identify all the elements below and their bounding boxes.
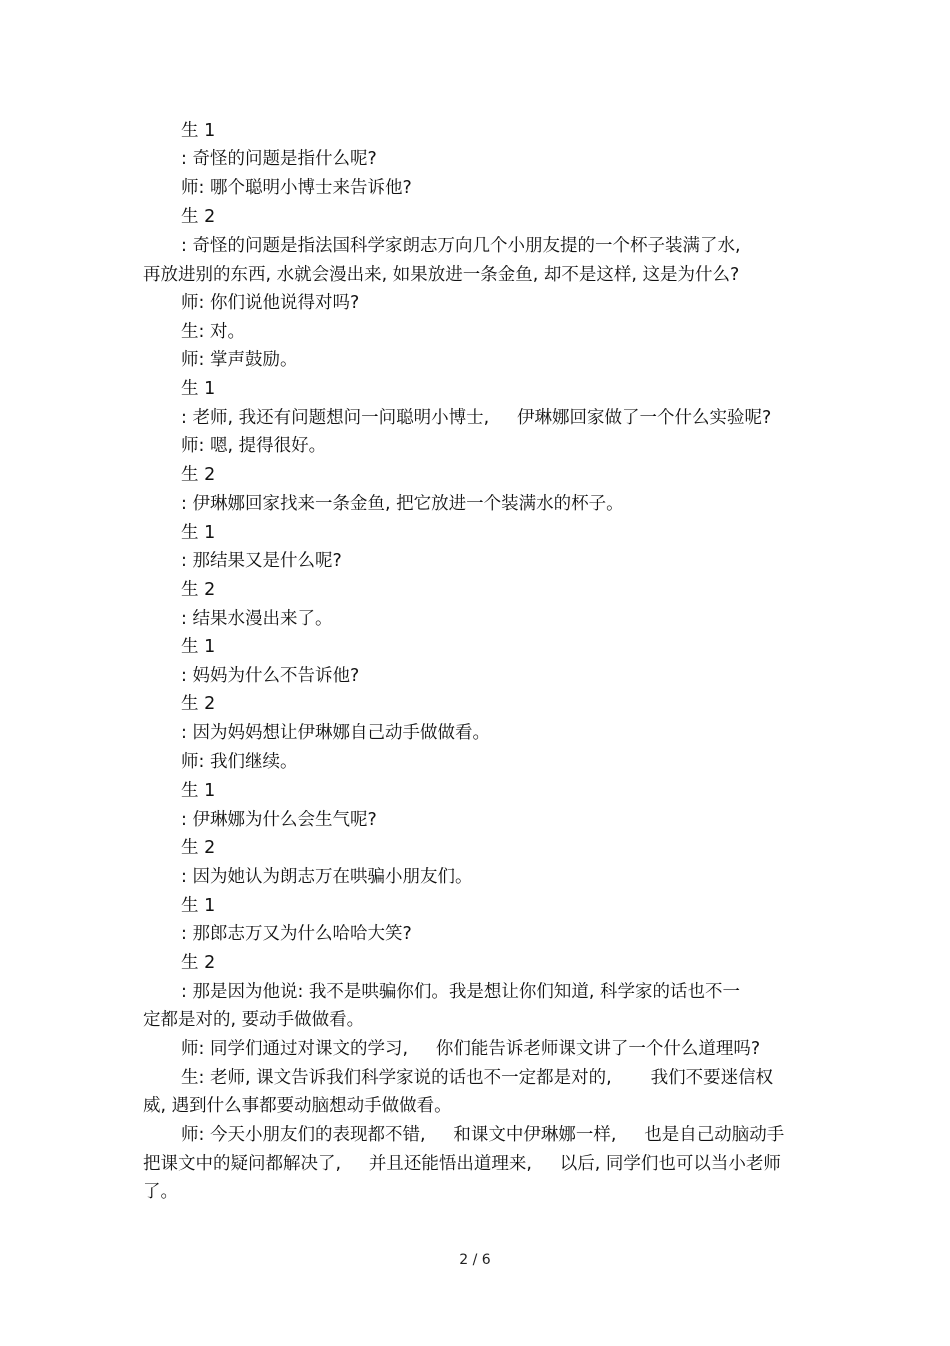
dialogue-line: : 结果水漫出来了。 <box>181 609 333 629</box>
dialogue-line: : 那是因为他说: 我不是哄骗你们。我是想让你们知道, 科学家的话也不一 <box>181 982 741 1002</box>
dialogue-line: 定都是对的, 要动手做做看。 <box>143 1010 365 1030</box>
dialogue-line: 生 1 <box>181 523 216 543</box>
dialogue-line: 生 1 <box>181 896 216 916</box>
dialogue-line: 生 2 <box>181 694 216 714</box>
dialogue-line: 生 2 <box>181 207 216 227</box>
dialogue-line: 师: 今天小朋友们的表现都不错, 和课文中伊琳娜一样, 也是自己动脑动手 <box>181 1125 785 1145</box>
dialogue-line: 生 2 <box>181 465 216 485</box>
dialogue-line: 了。 <box>143 1182 178 1202</box>
dialogue-line: 师: 你们说他说得对吗? <box>181 293 360 313</box>
dialogue-line: 生 1 <box>181 121 216 141</box>
dialogue-line: : 老师, 我还有问题想问一问聪明小博士, 伊琳娜回家做了一个什么实验呢? <box>181 408 772 428</box>
dialogue-line: 把课文中的疑问都解决了, 并且还能悟出道理来, 以后, 同学们也可以当小老师 <box>143 1154 781 1174</box>
dialogue-line: 师: 同学们通过对课文的学习, 你们能告诉老师课文讲了一个什么道理吗? <box>181 1039 761 1059</box>
dialogue-line: 生 1 <box>181 379 216 399</box>
dialogue-line: 再放进别的东西, 水就会漫出来, 如果放进一条金鱼, 却不是这样, 这是为什么? <box>143 265 740 285</box>
dialogue-line: : 妈妈为什么不告诉他? <box>181 666 360 686</box>
dialogue-line: : 因为她认为朗志万在哄骗小朋友们。 <box>181 867 473 887</box>
dialogue-line: : 那结果又是什么呢? <box>181 551 342 571</box>
dialogue-line: 生: 老师, 课文告诉我们科学家说的话也不一定都是对的, 我们不要迷信权 <box>181 1068 774 1088</box>
dialogue-line: 师: 嗯, 提得很好。 <box>181 436 327 456</box>
dialogue-line: : 伊琳娜回家找来一条金鱼, 把它放进一个装满水的杯子。 <box>181 494 624 514</box>
dialogue-line: 师: 我们继续。 <box>181 752 298 772</box>
dialogue-line: : 伊琳娜为什么会生气呢? <box>181 810 377 830</box>
dialogue-line: 威, 遇到什么事都要动脑想动手做做看。 <box>143 1096 452 1116</box>
dialogue-line: 生 2 <box>181 838 216 858</box>
page-number: 2 / 6 <box>459 1252 491 1268</box>
dialogue-line: 生: 对。 <box>181 322 245 342</box>
dialogue-line: : 因为妈妈想让伊琳娜自己动手做做看。 <box>181 723 490 743</box>
dialogue-line: : 奇怪的问题是指什么呢? <box>181 149 377 169</box>
dialogue-line: 生 2 <box>181 580 216 600</box>
dialogue-line: : 奇怪的问题是指法国科学家朗志万向几个小朋友提的一个杯子装满了水, <box>181 236 741 256</box>
dialogue-line: 生 1 <box>181 781 216 801</box>
dialogue-line: : 那郎志万又为什么哈哈大笑? <box>181 924 412 944</box>
dialogue-line: 生 2 <box>181 953 216 973</box>
dialogue-line: 师: 掌声鼓励。 <box>181 350 298 370</box>
dialogue-line: 师: 哪个聪明小博士来告诉他? <box>181 178 412 198</box>
dialogue-line: 生 1 <box>181 637 216 657</box>
